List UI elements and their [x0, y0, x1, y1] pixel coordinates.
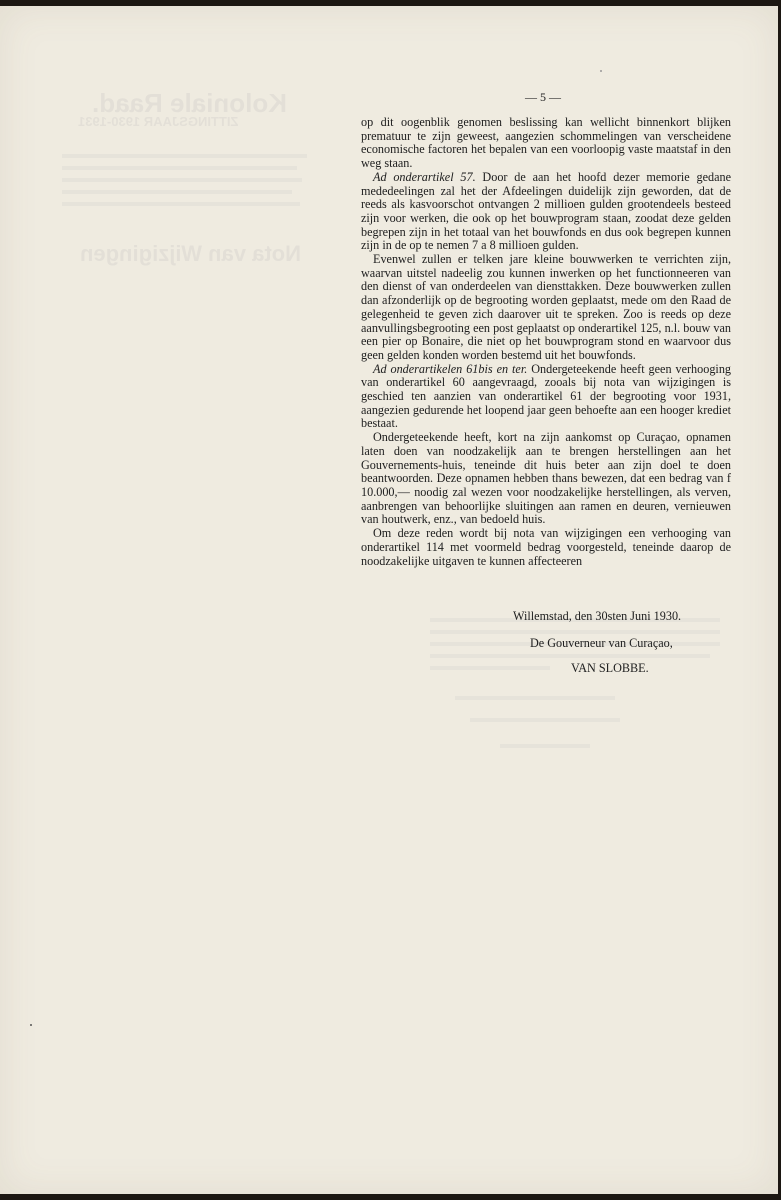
paragraph	[361, 431, 731, 527]
text-column	[361, 116, 731, 568]
signatory-title: De Gouverneur van Curaçao,	[530, 636, 673, 650]
bleed-through-line	[62, 154, 307, 158]
paragraph-text: Ondergeteekende heeft, kort na zijn aankomst op Curaçao, opnamen laten doen van noodzakelijk aan te brengen herstellingen aan het Gouvernements-huis, teneinde dit huis beter aan zijn doel te doen beantwoorden. Deze opnamen hebben thans bewezen, dat een bedrag van f 10.000,— noodig zal wezen voor noodzakelijke herstellingen, als verven, aanbrengen van behoorlijke sluitingen aan ramen en deuren, vernieuwen van houtwerk, enz., van bedoeld huis.	[361, 430, 731, 527]
bleed-through-line	[62, 202, 300, 206]
paragraph-text: Om deze reden wordt bij nota van wijzigingen een verhooging van onderartikel 114 met voormeld bedrag voorgesteld, teneinde daarop de noodzakelijke uitgaven te kunnen affecteeren	[361, 526, 731, 568]
paragraph	[361, 253, 731, 363]
paragraph-text: op dit oogenblik genomen beslissing kan wellicht binnenkort blijken prematuur te zijn geweest, aangezien schommelingen van verscheidene economische factoren het bepalen van een voorloopig vaste maatstaf in den weg staan.	[361, 115, 731, 171]
bleed-through-heading: Koloniale Raad.	[92, 88, 288, 118]
paragraph-text: Door de aan het hoofd dezer memorie gedane mededeelingen zal het der Afdeelingen duidelijk zijn geworden, dat de reeds als kasvoorschot ontvangen 2 millioen gulden grootendeels besteed zijn voor werken, die ook op het bouwprogram staan, zoodat deze gelden begrepen zijn in het totaal van het bouwfonds en dus ook begrepen kunnen zijn in de op te nemen 7 a 8 millioen gulden.	[361, 169, 731, 253]
place-date: Willemstad, den 30sten Juni 1930.	[513, 609, 682, 623]
bleed-through-line	[455, 696, 615, 700]
signatory-name: VAN SLOBBE.	[571, 661, 649, 675]
bleed-through-subheading: ZITTINGSJAAR 1930-1931	[78, 114, 239, 129]
bleed-through-line	[500, 744, 590, 748]
document-page	[0, 6, 778, 1194]
article-heading: Ad onderartikelen 61bis en ter.	[373, 361, 528, 376]
speck	[30, 1024, 32, 1026]
bleed-through-line	[62, 166, 297, 170]
speck	[600, 70, 602, 72]
paragraph	[361, 527, 731, 568]
bleed-through-title: Nota van Wijzigingen	[80, 241, 302, 266]
bleed-through-line	[430, 630, 720, 634]
paragraph-text: Evenwel zullen er telken jare kleine bouwwerken te verrichten zijn, waarvan uitstel nadeelig zou kunnen inwerken op het functionneeren van den dienst of van onderdeelen van diensttakken. Deze bouwwerken zullen dan afzonderlijk op de begrooting worden geplaatst, mede om den Raad de gelegenheid te geven zich daarover uit te spreken. Zoo is reeds op deze aanvullingsbegrooting een post geplaatst op onderartikel 125, n.l. bouw van een pier op Bonaire, die niet op het bouwprogram stond en waarvoor dus geen gelden konden worden bestemd uit het bouwfonds.	[361, 252, 731, 362]
bleed-through-line	[62, 178, 302, 182]
paragraph	[361, 363, 731, 432]
bleed-through-line	[430, 666, 550, 670]
page-number: — 5 —	[525, 90, 561, 104]
paragraph-text: Ondergeteekende heeft geen verhooging van onderartikel 60 aangevraagd, zooals bij nota van wijzigingen is geschied ten aanzien van onderartikel 61 der begrooting voor 1931, aangezien gedurende het loopend jaar geen behoefte aan een hooger krediet bestaat.	[361, 361, 732, 431]
bleed-through-line	[470, 718, 620, 722]
bleed-through-line	[430, 654, 710, 658]
article-heading: Ad onderartikel 57.	[373, 169, 476, 184]
bleed-through-line	[62, 190, 292, 194]
paragraph	[361, 116, 731, 171]
paragraph	[361, 171, 731, 253]
